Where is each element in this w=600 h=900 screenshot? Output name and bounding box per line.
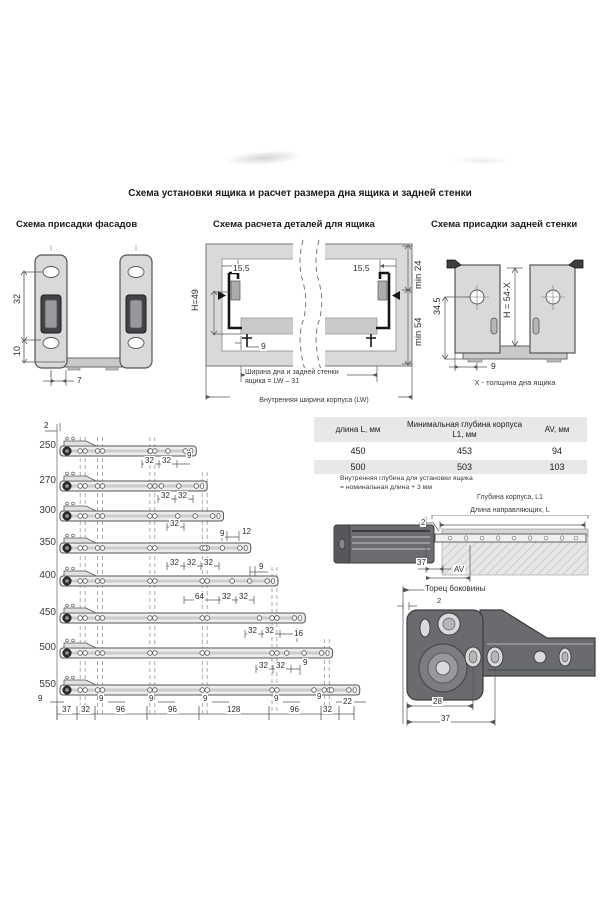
- scan-smudge: [225, 148, 304, 167]
- front-detail-dim-28: 28: [433, 697, 442, 706]
- table-note-line2: = номинальная длина + 3 мм: [340, 483, 433, 491]
- stack-dim: 16: [294, 629, 303, 638]
- slide-length-label: 350: [39, 537, 56, 548]
- back-dim-9: 9: [491, 361, 496, 371]
- stack-dim: 9: [220, 529, 225, 538]
- calc-dim-min54: min 54: [413, 300, 424, 364]
- slide-length-label: 250: [39, 440, 56, 451]
- calc-dim-155-right: 15.5: [353, 263, 370, 273]
- stack-dim: 32: [259, 661, 268, 670]
- facade-dim-10: 10: [12, 338, 22, 364]
- stack-dim: 12: [242, 527, 251, 536]
- stack-dim: 32: [265, 626, 274, 635]
- side-view-dim-37: 37: [417, 558, 426, 567]
- slide-length-label: 300: [39, 505, 56, 516]
- stack-dim: 32: [248, 626, 257, 635]
- stack-dim: 64: [195, 592, 204, 601]
- stack-dim-nine: 9: [203, 694, 208, 703]
- col-length: длина L, мм: [314, 417, 402, 443]
- stack-dim-nine: 9: [274, 694, 279, 703]
- slide-length-label: 270: [39, 475, 56, 486]
- facade-dim-32: 32: [12, 282, 22, 316]
- calc-dim-155-left: 15.5: [233, 263, 250, 273]
- front-detail-dim-37: 37: [441, 714, 450, 723]
- cell: 103: [527, 459, 587, 474]
- stack-dim-nine: 9: [99, 694, 104, 703]
- back-drawing: [435, 240, 595, 400]
- stack-dim: 9: [259, 562, 264, 571]
- stack-dim: 32: [145, 456, 154, 465]
- stack-dim: 9: [187, 451, 192, 460]
- calc-note-width: [245, 368, 339, 386]
- front-detail-drawing: [395, 582, 595, 732]
- side-view-dim-av: AV: [454, 565, 465, 574]
- cell: 503: [402, 459, 527, 474]
- stack-dim-nine: 9: [38, 694, 43, 703]
- facade-drawing: [10, 240, 200, 400]
- calc-note-width-line1: Ширина дна и задней стенки: [245, 369, 339, 376]
- back-heading: Схема присадки задней стенки: [431, 219, 578, 230]
- slide-length-label: 450: [39, 607, 56, 618]
- stack-dim: 37: [62, 705, 71, 714]
- stack-dim: 32: [323, 705, 332, 714]
- front-detail-dim-2: 2: [437, 596, 442, 605]
- stack-dim: 9: [303, 658, 308, 667]
- back-dim-h54x: H = 54-X: [502, 270, 512, 330]
- table-note-line1: Внутренняя глубина для установки ящика: [340, 475, 473, 482]
- col-min-depth: Минимальная глубина корпуса L1, мм: [402, 417, 527, 443]
- stack-dim: 2: [44, 421, 49, 430]
- side-view-length-label: Длина направляющих, L: [430, 506, 590, 515]
- calc-note-width-line2: ящика = LW – 31: [245, 378, 300, 385]
- stack-dim: 32: [81, 705, 90, 714]
- cell: 453: [402, 443, 527, 459]
- back-dim-345: 34.5: [432, 288, 442, 324]
- calc-heading: Схема расчета деталей для ящика: [213, 219, 375, 230]
- stack-dim: 32: [222, 592, 231, 601]
- stack-dim: 32: [204, 558, 213, 567]
- stack-dim: 32: [170, 558, 179, 567]
- facade-heading: Схема присадки фасадов: [16, 219, 138, 230]
- facade-dim-7: 7: [77, 375, 82, 385]
- stack-dim: 32: [187, 558, 196, 567]
- stack-dim-nine: 9: [149, 694, 154, 703]
- stack-dim: 32: [162, 456, 171, 465]
- stack-dim-nine: 9: [317, 692, 322, 701]
- slide-length-label: 500: [39, 642, 56, 653]
- cell: 500: [314, 459, 402, 474]
- side-view-depth-label: Глубина корпуса, L1: [430, 493, 590, 502]
- back-note: X - толщина дна ящика: [474, 378, 556, 387]
- stack-dim: 32: [178, 491, 187, 500]
- slide-length-label: 550: [39, 679, 56, 690]
- calc-dim-h49: H=49: [190, 280, 200, 320]
- calc-dim-9: 9: [261, 341, 266, 351]
- front-detail-label: Торец боковины: [425, 584, 486, 593]
- calc-note-inner-width: Внутренняя ширина корпуса (LW): [230, 396, 398, 405]
- stack-dim: 32: [276, 661, 285, 670]
- cell: 94: [527, 443, 587, 459]
- stack-dim: 128: [227, 705, 241, 714]
- scan-smudge: [452, 156, 512, 165]
- stack-dim: 96: [290, 705, 299, 714]
- stack-dim: 32: [239, 592, 248, 601]
- page-title: Схема установки ящика и расчет размера дна ящика и задней стенки: [128, 188, 472, 199]
- side-view-dim-2: 2: [421, 518, 426, 527]
- slide-stack-drawing: [20, 418, 390, 738]
- calc-dim-min24: min 24: [413, 252, 424, 298]
- cell: 450: [314, 443, 402, 459]
- stack-dim: 32: [161, 491, 170, 500]
- stack-dim-22: 22: [343, 697, 352, 706]
- stack-dim: 96: [116, 705, 125, 714]
- slide-length-label: 400: [39, 570, 56, 581]
- stack-dim: 96: [168, 705, 177, 714]
- stack-dim: 32: [170, 519, 179, 528]
- col-av: AV, мм: [527, 417, 587, 443]
